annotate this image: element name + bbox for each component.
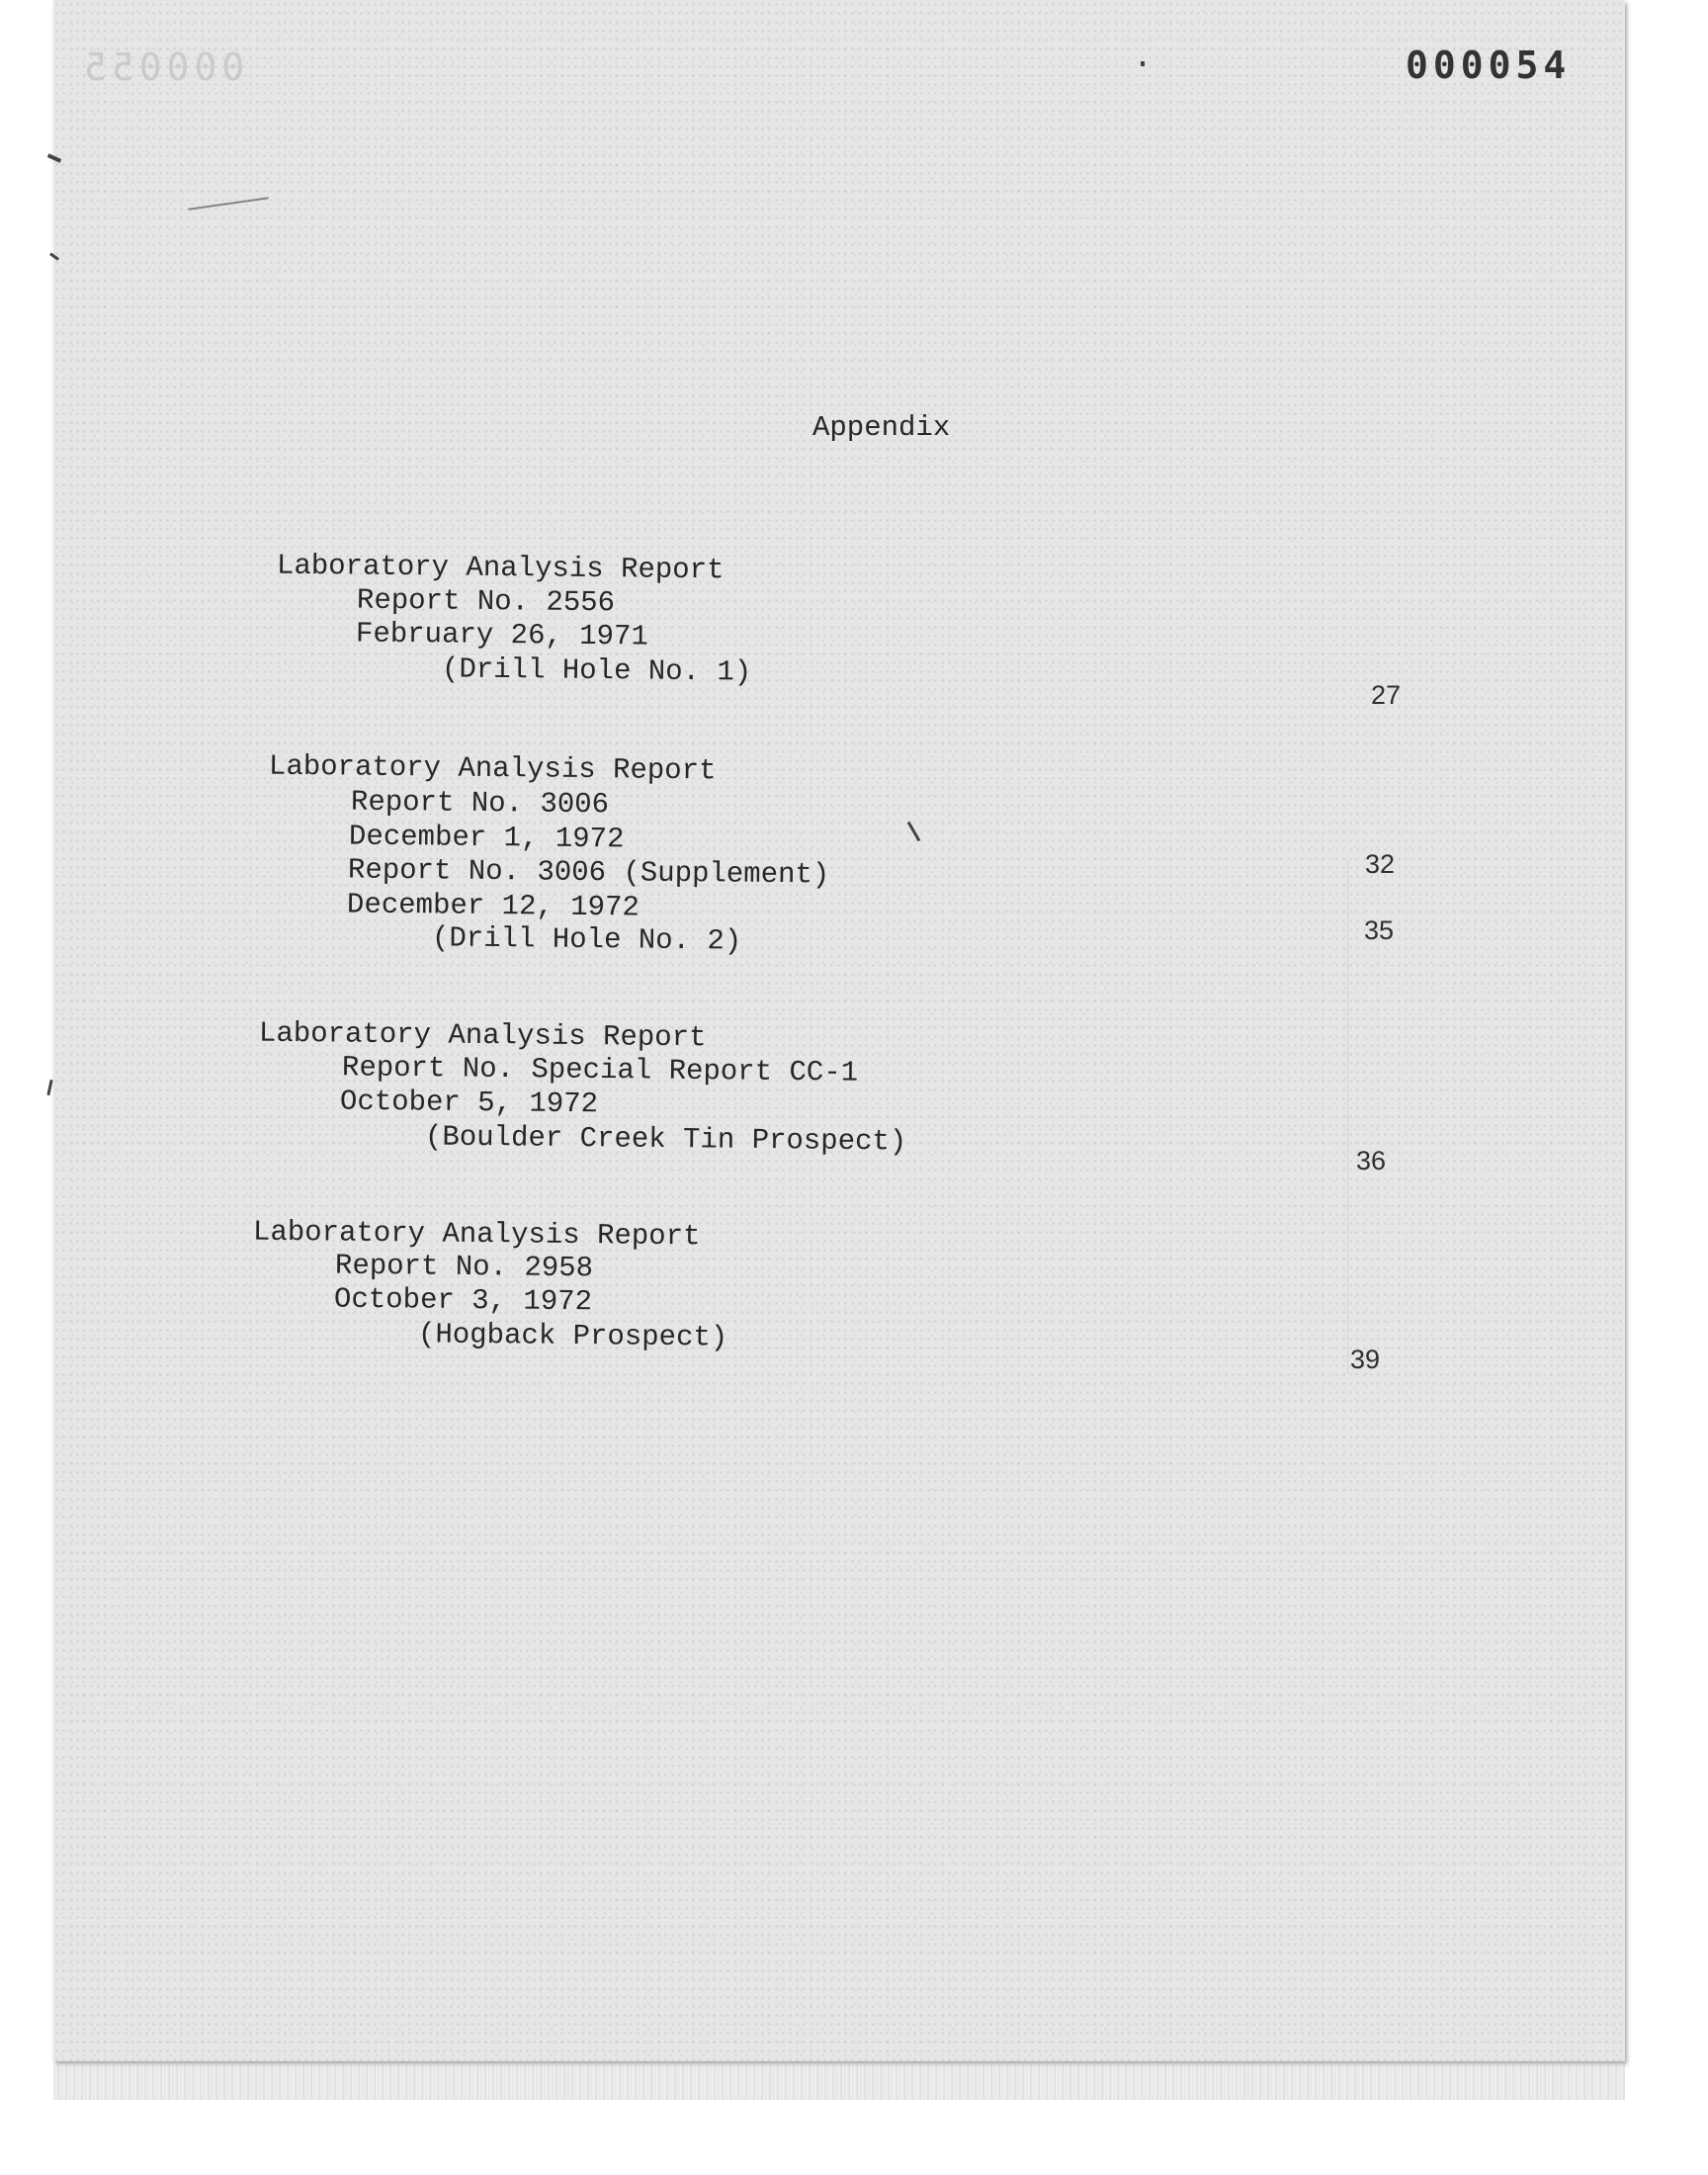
entry-2-page-number-2: 35 [1364,915,1395,945]
appendix-title: Appendix [812,411,951,444]
entry-2-note: (Drill Hole No. 2) [431,921,742,958]
entry-3-note: (Boulder Creek Tin Prospect) [424,1120,907,1159]
entry-3-date: October 5, 1972 [339,1085,599,1121]
entry-3-page-number: 36 [1356,1146,1387,1175]
entry-1-heading: Laboratory Analysis Report [276,549,725,587]
entry-2-supplement-date: December 12, 1972 [346,888,640,924]
entry-2-supplement-number: Report No. 3006 (Supplement) [347,853,830,892]
scan-speck [1347,860,1348,1374]
entry-4-report-number: Report No. 2958 [334,1249,594,1285]
entry-3-report-number: Report No. Special Report CC-1 [341,1051,859,1089]
entry-2-page-number-1: 32 [1365,849,1396,879]
entry-4-date: October 3, 1972 [333,1282,593,1319]
scan-speck [1141,61,1145,66]
entry-4-note: (Hogback Prospect) [417,1318,728,1354]
entry-2-report-number: Report No. 3006 [350,785,610,822]
entry-3-heading: Laboratory Analysis Report [258,1016,707,1055]
entry-1-date: February 26, 1971 [355,617,649,653]
entry-1-page-number: 27 [1371,680,1402,710]
entry-1-report-number: Report No. 2556 [356,583,616,620]
entry-1-note: (Drill Hole No. 1) [441,652,752,689]
bleed-through-stamp: 000055 [79,45,245,89]
entry-2-date: December 1, 1972 [348,820,625,856]
entry-4-page-number: 39 [1350,1345,1381,1374]
page-stamp-number: 000054 [1406,44,1572,87]
entry-2-heading: Laboratory Analysis Report [268,749,717,788]
scan-speck [46,1080,52,1095]
entry-4-heading: Laboratory Analysis Report [252,1215,701,1254]
scan-edge-strip [53,2064,1625,2100]
